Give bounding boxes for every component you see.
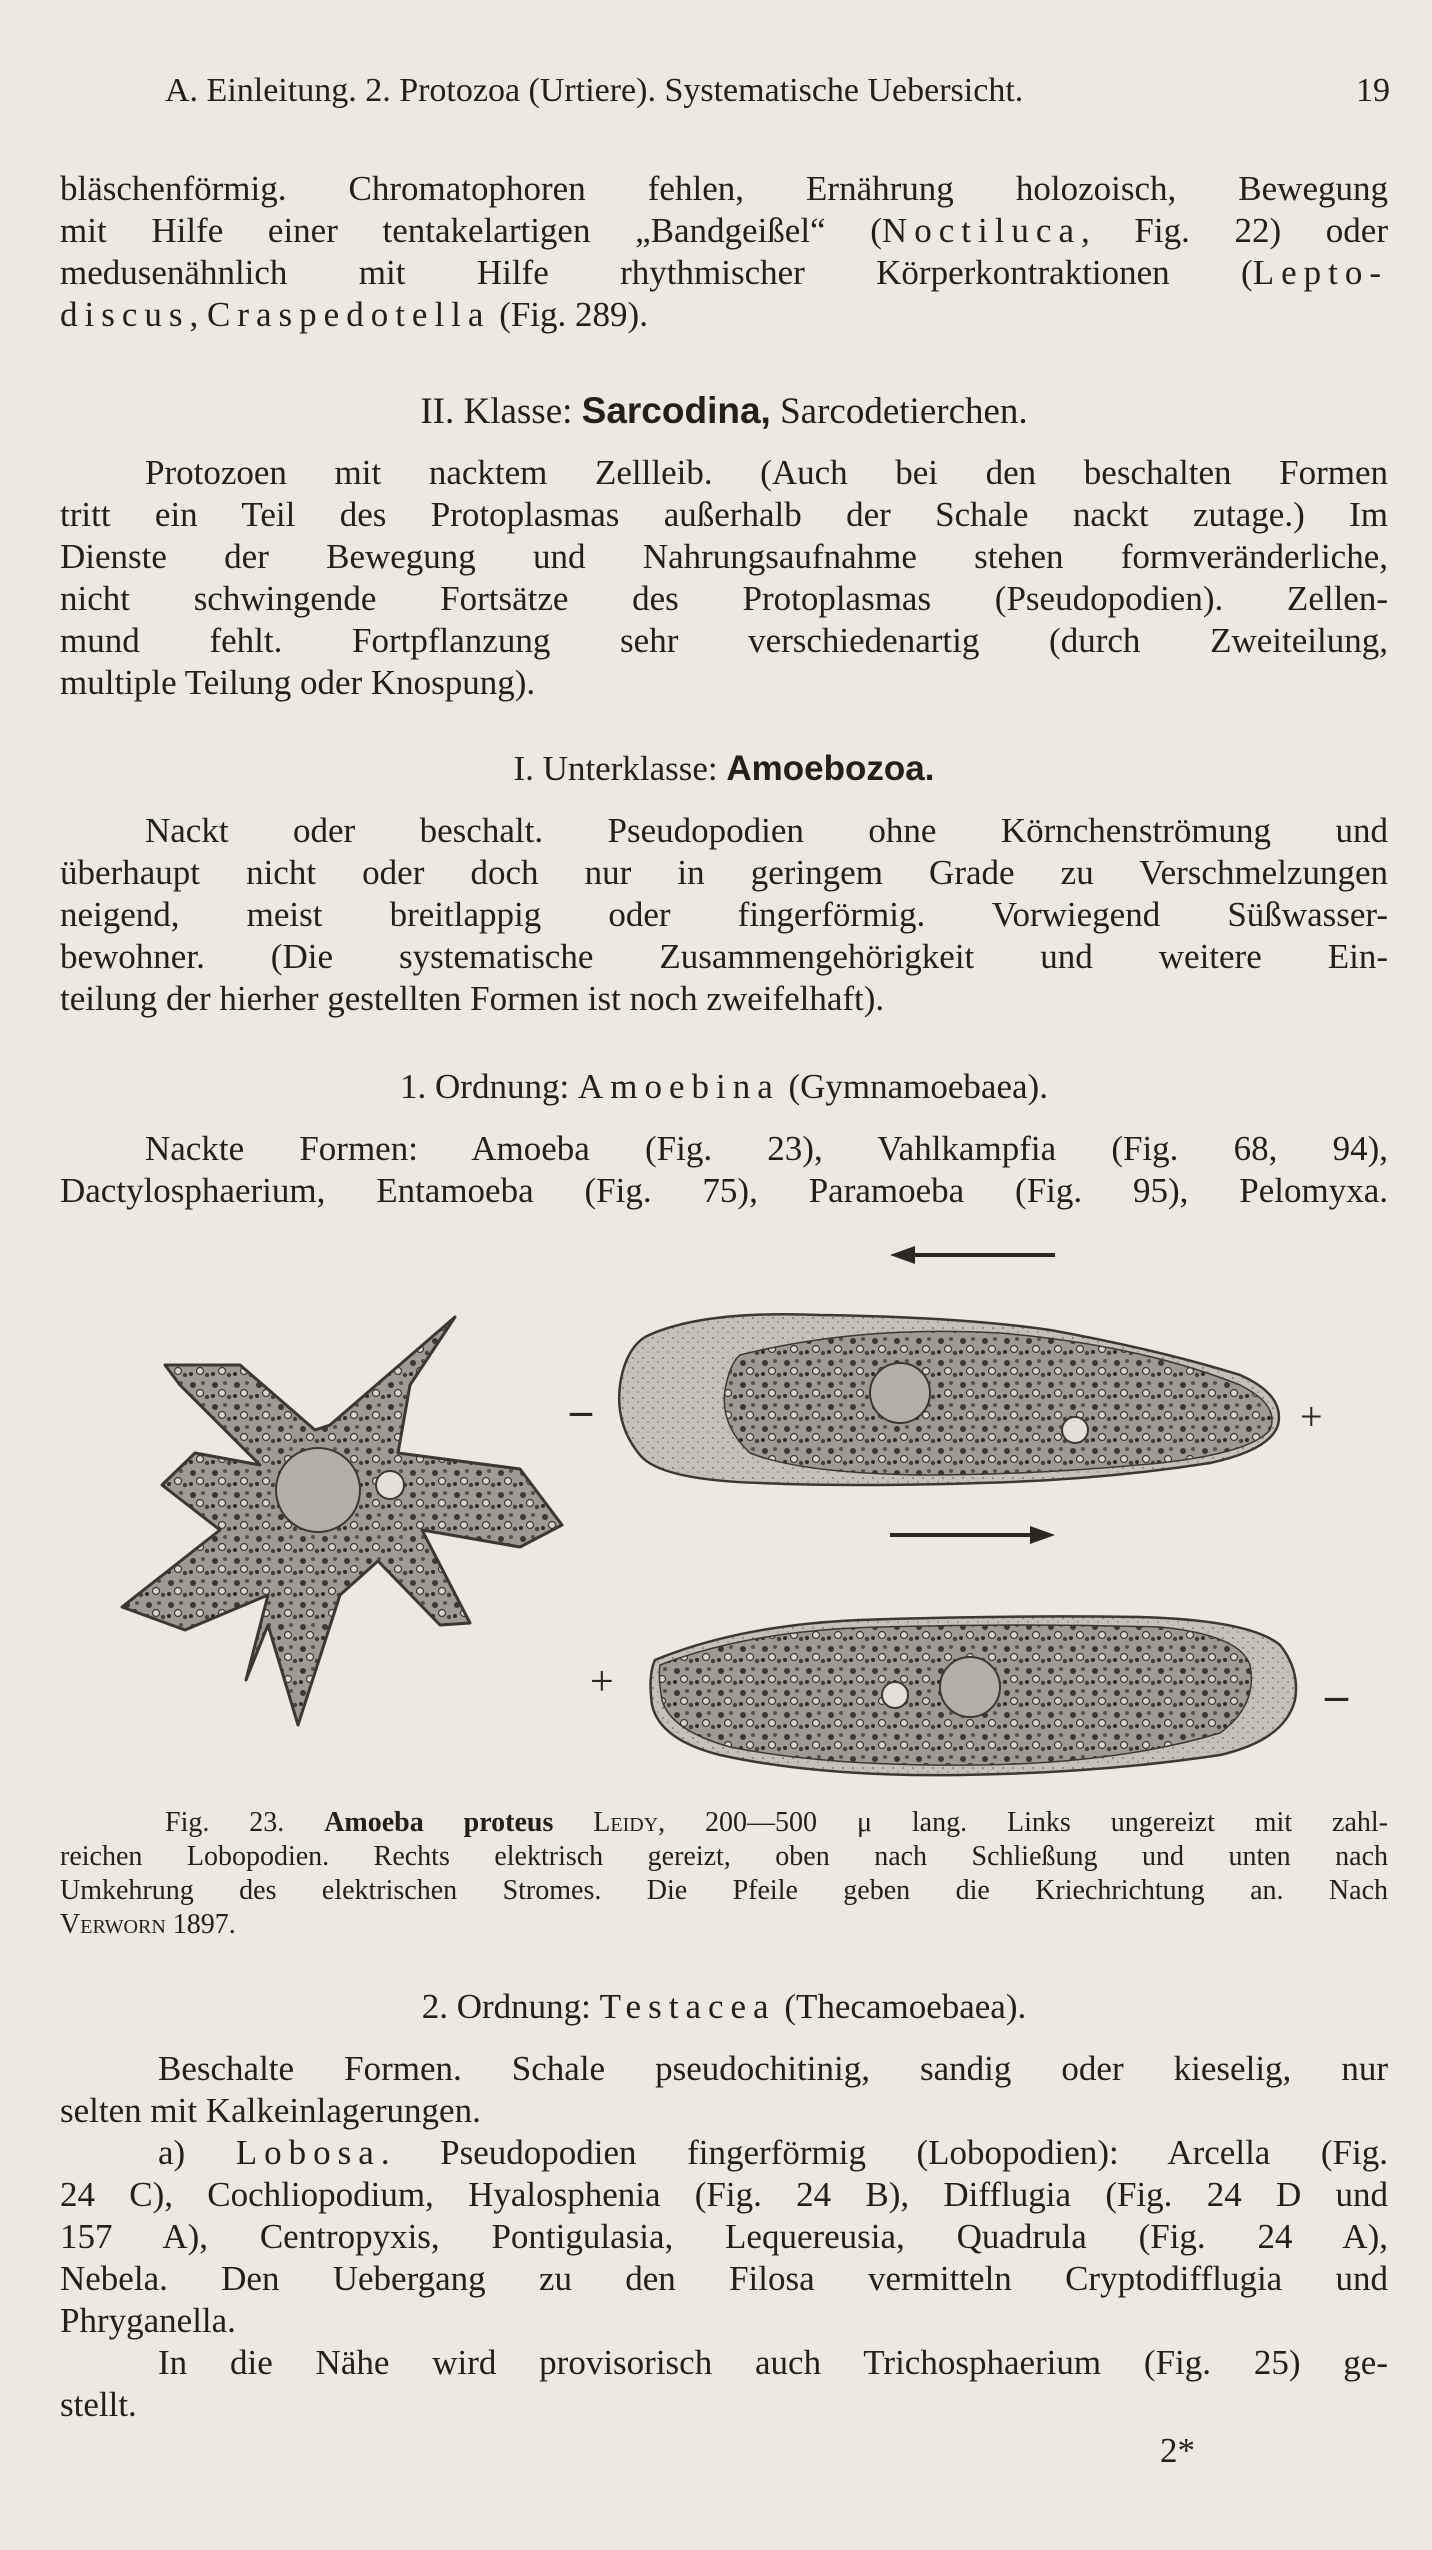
text-line: Beschalte Formen. Schale pseudochitinig, sandig oder kieselig, nur bbox=[158, 2049, 1388, 2088]
running-title: A. Einleitung. 2. Protozoa (Urtiere). Systematische Uebersicht. bbox=[165, 72, 1024, 109]
text-line: multiple Teilung oder Knospung). bbox=[60, 663, 536, 702]
text-line: Nackt oder beschalt. Pseudopodien ohne Körnchenströmung und bbox=[145, 811, 1388, 850]
text-line: 157 A), Centropyxis, Pontigulasia, Lequereusia, Quadrula (Fig. 24 A), bbox=[60, 2217, 1388, 2256]
amoeba-top-vacuole bbox=[1062, 1417, 1088, 1443]
subclass-heading: I. Unterklasse: Amoebozoa. bbox=[513, 749, 935, 788]
text-line: mit Hilfe einer tentakelartigen „Bandgeißel“ (Noctiluca, Fig. 22) oder bbox=[60, 211, 1388, 250]
caption-line: Umkehrung des elektrischen Stromes. Die Pfeile geben die Kriechrichtung an. Nach bbox=[60, 1875, 1388, 1906]
text-line: Phryganella. bbox=[60, 2301, 236, 2340]
text-line: mund fehlt. Fortpflanzung sehr verschiedenartig (durch Zweiteilung, bbox=[60, 621, 1388, 660]
signature-mark: 2* bbox=[1160, 2431, 1195, 2470]
top-minus-sign: – bbox=[570, 1386, 592, 1435]
amoeba-top-endoplasm bbox=[724, 1331, 1272, 1475]
class-paragraph bbox=[60, 452, 1388, 704]
arrow-right-icon bbox=[890, 1526, 1055, 1544]
text-line: überhaupt nicht oder doch nur in geringem Grade zu Verschmelzungen bbox=[60, 853, 1388, 892]
text-line: 24 C), Cochliopodium, Hyalosphenia (Fig. 24 B), Difflugia (Fig. 24 D und bbox=[60, 2175, 1388, 2214]
amoeba-top-nucleus bbox=[870, 1363, 930, 1423]
text-line: tritt ein Teil des Protoplasmas außerhalb der Schale nackt zutage.) Im bbox=[60, 495, 1388, 534]
figure-caption bbox=[60, 1806, 1388, 1942]
text-line: Dienste der Bewegung und Nahrungsaufnahme stehen formveränderliche, bbox=[60, 537, 1388, 576]
text-line: teilung der hierher gestellten Formen ist noch zweifelhaft). bbox=[60, 979, 885, 1018]
order-heading: 1. Ordnung: Amoebina (Gymnamoebaea). bbox=[400, 1067, 1048, 1106]
text-line: Dactylosphaerium, Entamoeba (Fig. 75), Paramoeba (Fig. 95), Pelomyxa. bbox=[60, 1171, 1388, 1210]
order2-paragraph bbox=[60, 2048, 1388, 2426]
amoeba-bottom-vacuole bbox=[882, 1682, 908, 1708]
class-heading: II. Klasse: Sarcodina, Sarcodetierchen. bbox=[420, 390, 1028, 432]
text-line: bläschenförmig. Chromatophoren fehlen, Ernährung holozoisch, Bewegung bbox=[60, 169, 1388, 208]
text-line: medusenähnlich mit Hilfe rhythmischer Körperkontraktionen (Lepto- bbox=[60, 253, 1388, 292]
page-number: 19 bbox=[1356, 72, 1390, 109]
text-line: Protozoen mit nacktem Zellleib. (Auch bei den beschalten Formen bbox=[145, 453, 1388, 492]
order2-heading: 2. Ordnung: Testacea (Thecamoebaea). bbox=[421, 1987, 1027, 2026]
amoeba-bottom-stimulated bbox=[651, 1616, 1296, 1775]
star-amoeba-vacuole bbox=[376, 1471, 404, 1499]
top-plus-sign: + bbox=[1300, 1394, 1323, 1439]
text-line: bewohner. (Die systematische Zusammengehörigkeit und weitere Ein- bbox=[60, 937, 1388, 976]
caption-line: reichen Lobopodien. Rechts elektrisch gereizt, oben nach Schließung und unten nach bbox=[60, 1841, 1388, 1872]
text-line: discus, Craspedotella (Fig. 289). bbox=[60, 295, 648, 334]
amoeba-top-stimulated bbox=[619, 1314, 1279, 1485]
text-line: nicht schwingende Fortsätze des Protoplasmas (Pseudopodien). Zellen- bbox=[60, 579, 1388, 618]
bottom-minus-sign: – bbox=[1325, 1669, 1348, 1720]
text-line: stellt. bbox=[60, 2385, 137, 2424]
running-header bbox=[165, 70, 1390, 112]
intro-paragraph bbox=[60, 168, 1388, 336]
arrow-left-icon bbox=[890, 1246, 1055, 1264]
subclass-paragraph bbox=[60, 810, 1388, 1020]
star-amoeba-nucleus bbox=[276, 1448, 360, 1532]
text-line: Nackte Formen: Amoeba (Fig. 23), Vahlkampfia (Fig. 68, 94), bbox=[145, 1129, 1388, 1168]
text-line: a) Lobosa. Pseudopodien fingerförmig (Lobopodien): Arcella (Fig. bbox=[158, 2133, 1388, 2172]
amoeba-figure bbox=[100, 1225, 1420, 1785]
caption-line: Verworn 1897. bbox=[60, 1909, 236, 1940]
bottom-plus-sign: + bbox=[590, 1659, 614, 1705]
amoeba-bottom-nucleus bbox=[940, 1657, 1000, 1717]
caption-line: Fig. 23. Amoeba proteus Leidy, 200—500 μ lang. Links ungereizt mit zahl- bbox=[165, 1807, 1388, 1838]
star-amoeba bbox=[122, 1317, 562, 1725]
order-paragraph bbox=[60, 1128, 1388, 1212]
text-line: Nebela. Den Uebergang zu den Filosa vermitteln Cryptodifflugia und bbox=[60, 2259, 1388, 2298]
text-line: In die Nähe wird provisorisch auch Trichosphaerium (Fig. 25) ge- bbox=[158, 2343, 1388, 2382]
text-line: neigend, meist breitlappig oder fingerförmig. Vorwiegend Süßwasser- bbox=[60, 895, 1388, 934]
text-line: selten mit Kalkeinlagerungen. bbox=[60, 2091, 481, 2130]
